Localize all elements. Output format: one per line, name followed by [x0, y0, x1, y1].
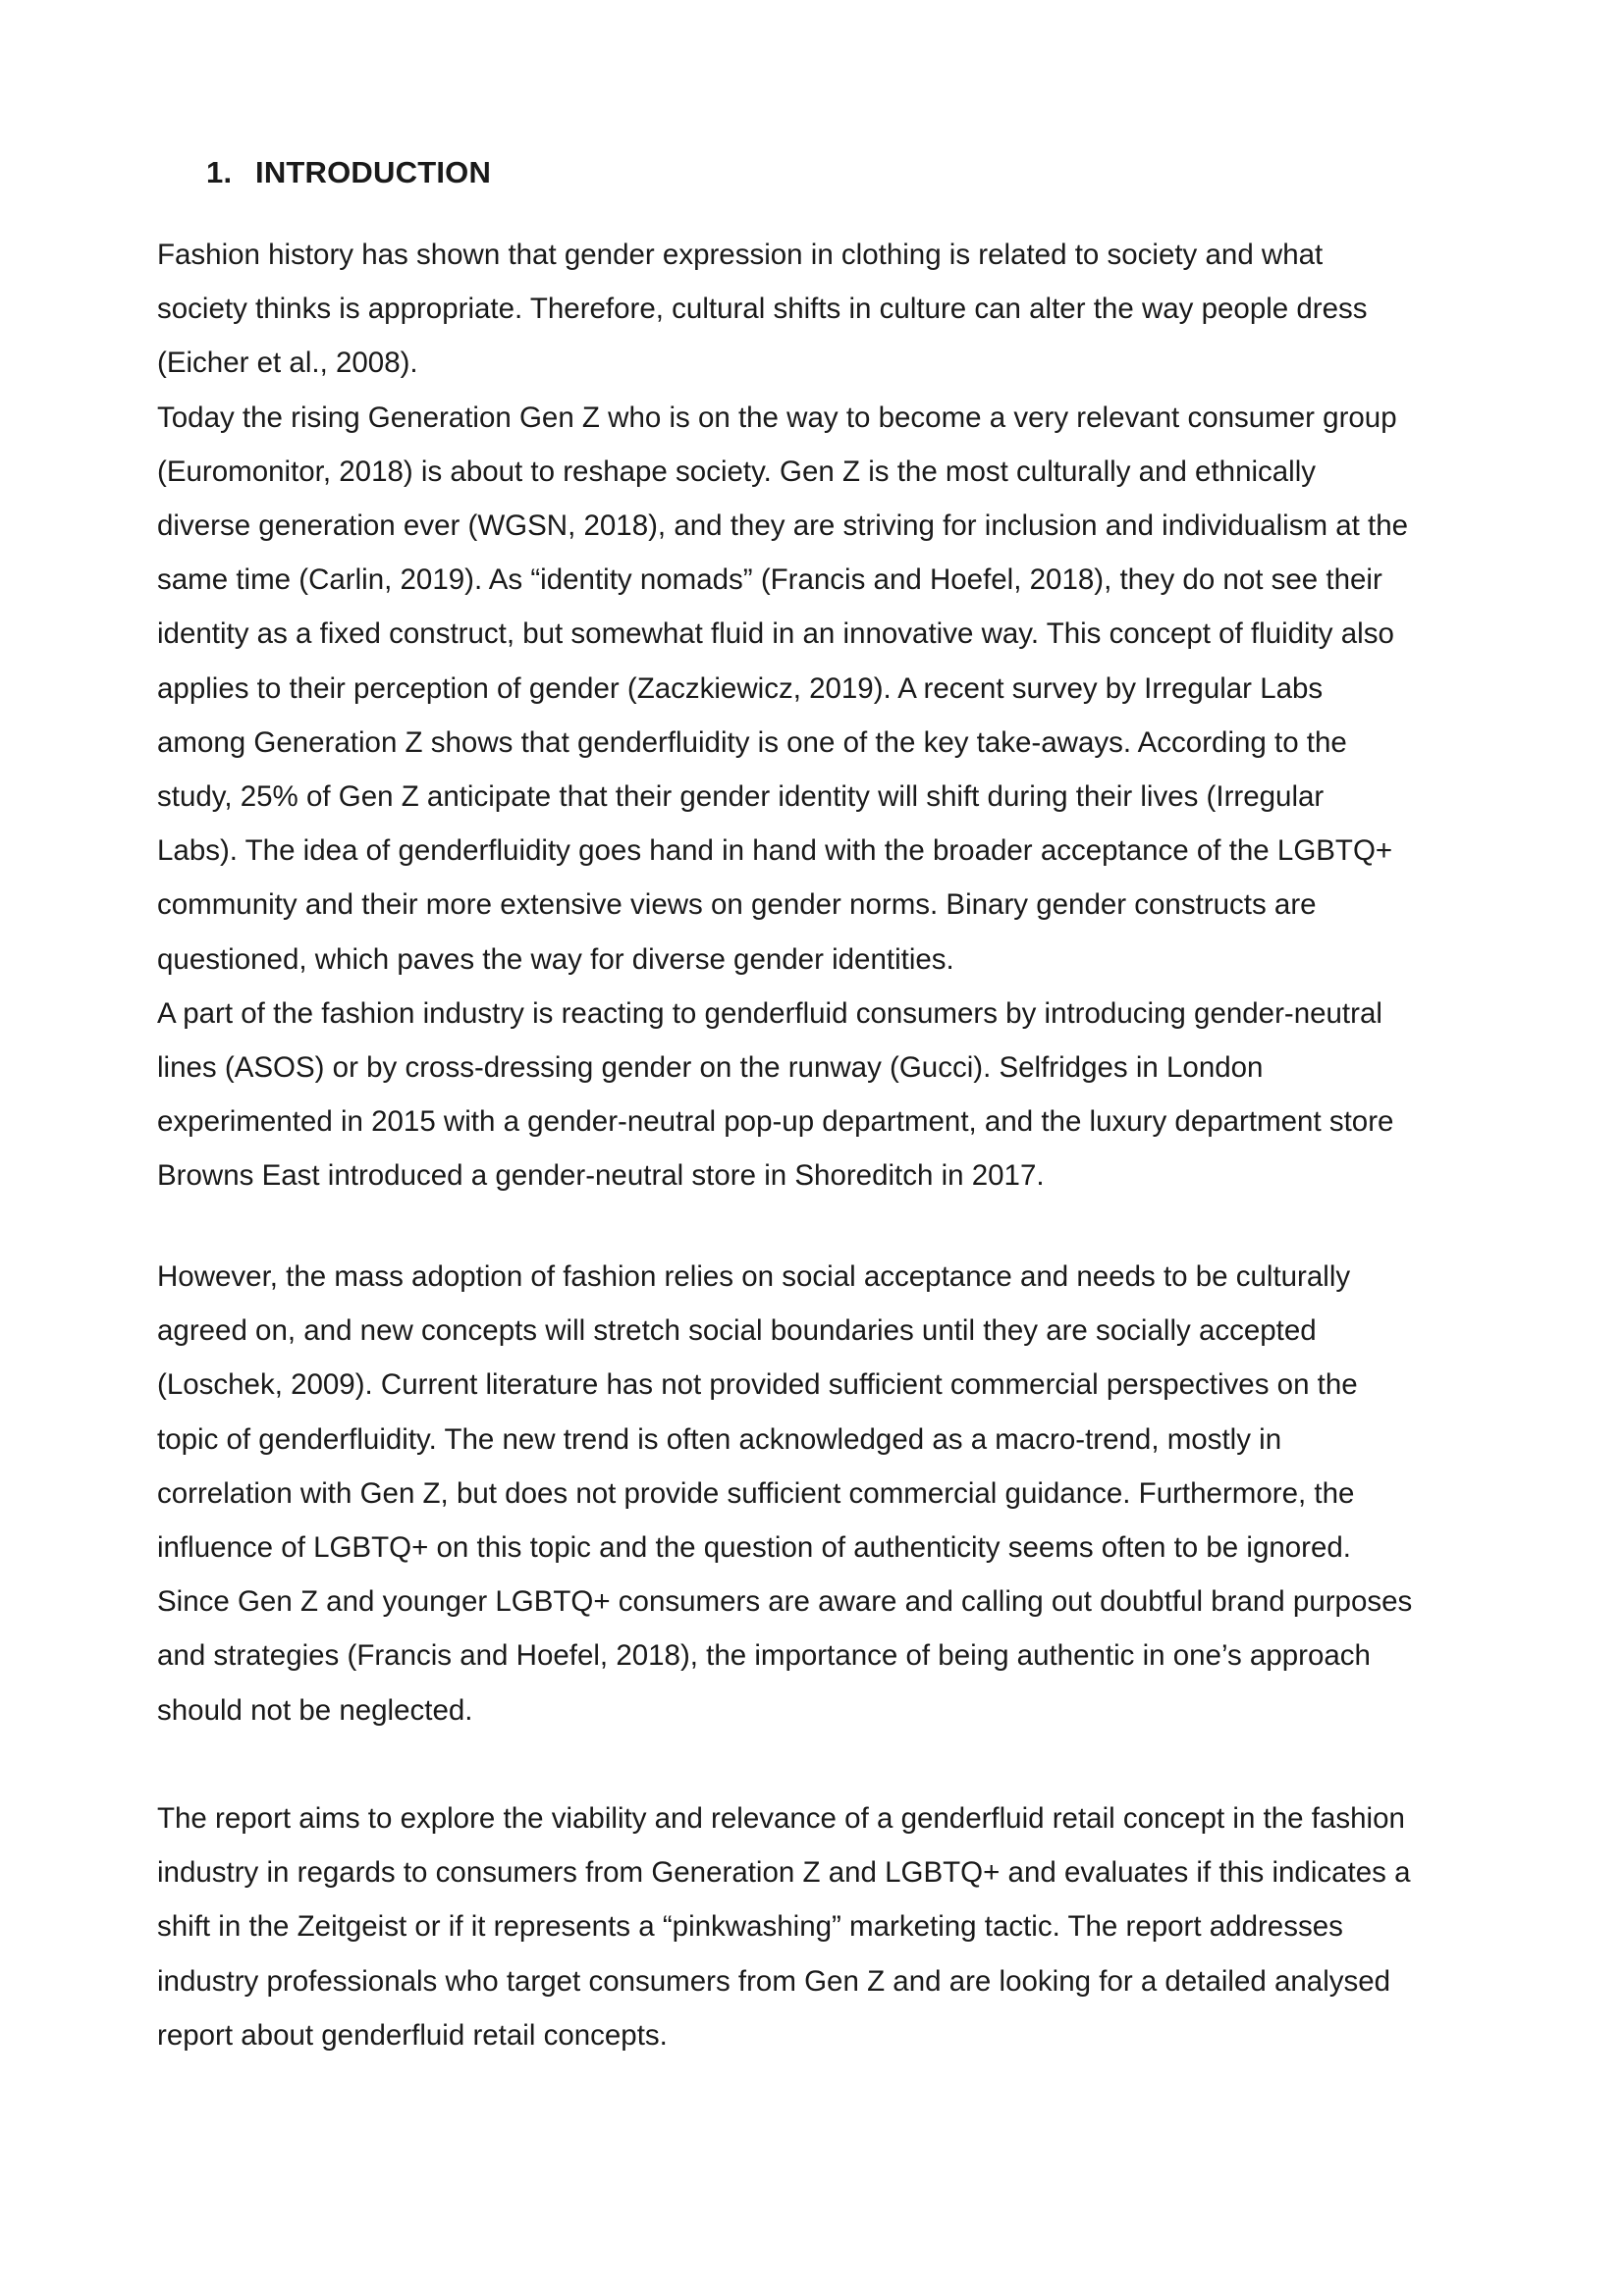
text-line: correlation with Gen Z, but does not provide sufficient commercial guidance. Furthermore, the	[157, 1476, 1355, 1510]
text-line: agreed on, and new concepts will stretch social boundaries until they are socially accepted	[157, 1314, 1317, 1348]
text-line: shift in the Zeitgeist or if it represents a “pinkwashing” marketing tactic. The report addresses	[157, 1910, 1343, 1944]
text-line: industry professionals who target consumers from Gen Z and are looking for a detailed analysed	[157, 1964, 1391, 1998]
text-line: influence of LGBTQ+ on this topic and the question of authenticity seems often to be ignored.	[157, 1531, 1351, 1565]
text-line: Labs). The idea of genderfluidity goes hand in hand with the broader acceptance of the LGBTQ+	[157, 834, 1393, 868]
text-line: topic of genderfluidity. The new trend is often acknowledged as a macro-trend, mostly in	[157, 1422, 1282, 1456]
paragraph-block-1	[157, 228, 1492, 1203]
section-title: INTRODUCTION	[255, 155, 492, 189]
text-line: diverse generation ever (WGSN, 2018), and they are striving for inclusion and individualism at the	[157, 509, 1409, 543]
paragraph-block-3	[157, 1791, 1492, 2062]
paragraph-block-2	[157, 1250, 1492, 1737]
text-line: Fashion history has shown that gender expression in clothing is related to society and what	[157, 239, 1324, 271]
text-line: A part of the fashion industry is reacting to genderfluid consumers by introducing gender-neutral	[157, 996, 1382, 1030]
text-line: society thinks is appropriate. Therefore, cultural shifts in culture can alter the way people dress	[157, 293, 1368, 326]
text-line: among Generation Z shows that genderfluidity is one of the key take-aways. According to the	[157, 725, 1347, 759]
text-line: Since Gen Z and younger LGBTQ+ consumers are aware and calling out doubtful brand purposes	[157, 1585, 1413, 1619]
text-line: (Euromonitor, 2018) is about to reshape society. Gen Z is the most culturally and ethnically	[157, 454, 1317, 488]
text-line: Today the rising Generation Gen Z who is on the way to become a very relevant consumer group	[157, 400, 1397, 434]
text-line: identity as a fixed construct, but somewhat fluid in an innovative way. This concept of fluidity also	[157, 617, 1394, 651]
text-line: same time (Carlin, 2019). As “identity nomads” (Francis and Hoefel, 2018), they do not see their	[157, 563, 1382, 597]
text-line: applies to their perception of gender (Zaczkiewicz, 2019). A recent survey by Irregular Labs	[157, 671, 1324, 705]
text-line: (Loschek, 2009). Current literature has not provided sufficient commercial perspectives on the	[157, 1368, 1358, 1402]
text-line: experimented in 2015 with a gender-neutral pop-up department, and the luxury department store	[157, 1105, 1394, 1139]
text-line: study, 25% of Gen Z anticipate that their gender identity will shift during their lives (Irregular	[157, 780, 1325, 814]
text-line: The report aims to explore the viability and relevance of a genderfluid retail concept in the fashion	[157, 1802, 1405, 1835]
text-line: community and their more extensive views on gender norms. Binary gender constructs are	[157, 888, 1317, 922]
text-line: However, the mass adoption of fashion relies on social acceptance and needs to be culturally	[157, 1260, 1351, 1293]
text-line: questioned, which paves the way for diverse gender identities.	[157, 942, 954, 976]
text-line: should not be neglected.	[157, 1693, 473, 1727]
section-heading	[206, 155, 491, 190]
text-line: report about genderfluid retail concepts.	[157, 2018, 668, 2052]
text-line: (Eicher et al., 2008).	[157, 347, 418, 380]
text-line: industry in regards to consumers from Generation Z and LGBTQ+ and evaluates if this indicates a	[157, 1856, 1411, 1890]
text-line: and strategies (Francis and Hoefel, 2018), the importance of being authentic in one’s approach	[157, 1639, 1371, 1673]
text-line: Browns East introduced a gender-neutral store in Shoreditch in 2017.	[157, 1159, 1045, 1193]
section-number: 1.	[206, 155, 233, 189]
text-line: lines (ASOS) or by cross-dressing gender on the runway (Gucci). Selfridges in London	[157, 1051, 1264, 1085]
